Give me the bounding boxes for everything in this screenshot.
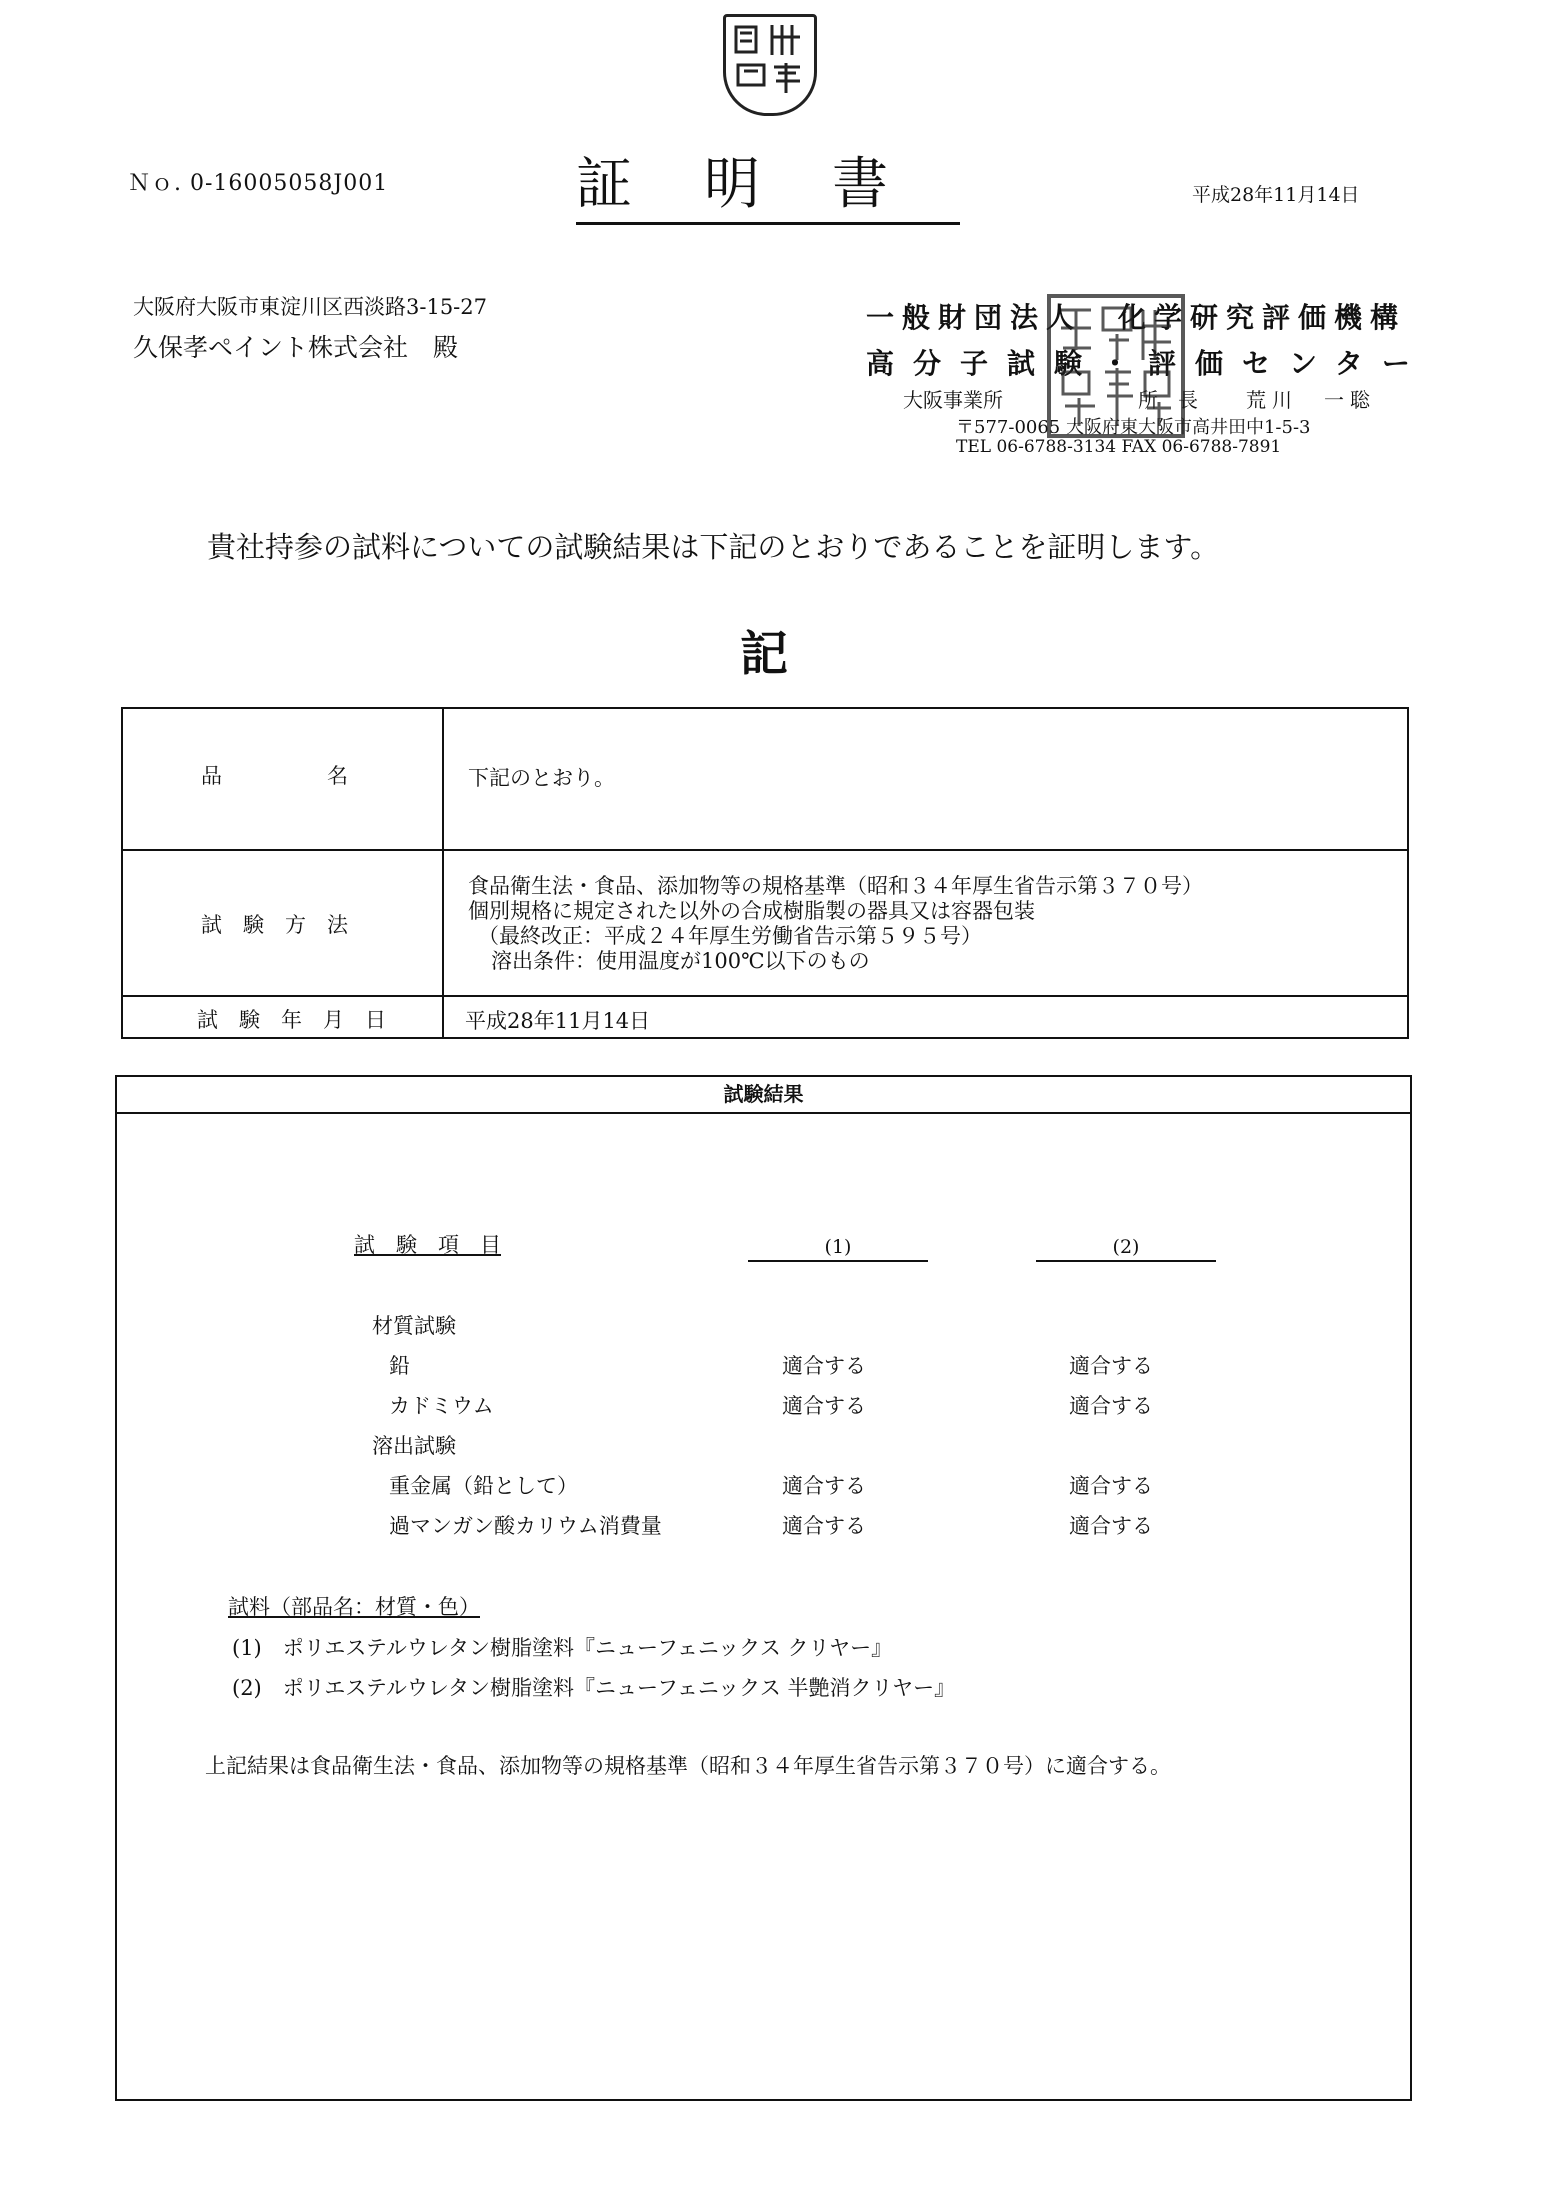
issuer-org-line2: 高分子試験・評価センター bbox=[866, 347, 1429, 380]
method-line: 食品衛生法・食品、添加物等の規格基準（昭和３４年厚生省告示第３７０号） bbox=[468, 874, 1203, 898]
result-col1: 適合する bbox=[782, 1474, 866, 1498]
top-seal-stamp bbox=[723, 14, 817, 116]
result-col1: 適合する bbox=[782, 1354, 866, 1378]
method-line: 溶出条件：使用温度が100℃以下のもの bbox=[491, 949, 870, 973]
product-label: 品 名 bbox=[201, 764, 348, 788]
issue-date: 平成28年11月14日 bbox=[1192, 184, 1360, 206]
sample-line: (1) ポリエステルウレタン樹脂塗料『ニューフェニックス クリヤー』 bbox=[232, 1636, 893, 1660]
method-row bbox=[123, 851, 1407, 997]
director-title: 所 長 bbox=[1138, 388, 1198, 412]
test-item-header: 試 験 項 目 bbox=[354, 1233, 501, 1257]
samples-title: 試料（部品名：材質・色） bbox=[228, 1595, 480, 1619]
certification-statement: 貴社持参の試料についての試験結果は下記のとおりであることを証明します。 bbox=[207, 530, 1220, 564]
document-title: 証明書 bbox=[576, 140, 960, 225]
conclusion-text: 上記結果は食品衛生法・食品、添加物等の規格基準（昭和３４年厚生省告示第３７０号）に適合する。 bbox=[205, 1754, 1171, 1778]
issuer-postal-address: 〒577-0065 大阪府東大阪市高井田中1-5-3 bbox=[956, 417, 1311, 438]
issuer-org-line1: 一般財団法人 化学研究評価機構 bbox=[866, 301, 1407, 334]
result-col1: 適合する bbox=[782, 1394, 866, 1418]
group-name-material: 材質試験 bbox=[372, 1314, 456, 1338]
test-date-row bbox=[123, 997, 1407, 1039]
result-col1: 適合する bbox=[782, 1514, 866, 1538]
product-row bbox=[123, 709, 1407, 851]
column-header-1: (1) bbox=[748, 1236, 928, 1262]
issuer-office: 大阪事業所 bbox=[903, 388, 1003, 412]
result-col2: 適合する bbox=[1069, 1474, 1153, 1498]
results-box bbox=[115, 1075, 1412, 2101]
column-header-2: (2) bbox=[1036, 1236, 1216, 1262]
test-date-label: 試 験 年 月 日 bbox=[197, 1008, 386, 1032]
ki-heading: 記 bbox=[740, 626, 789, 682]
test-item-name: 過マンガン酸カリウム消費量 bbox=[389, 1514, 662, 1538]
group-name-elution: 溶出試験 bbox=[372, 1434, 456, 1458]
sample-line: (2) ポリエステルウレタン樹脂塗料『ニューフェニックス 半艶消クリヤー』 bbox=[232, 1676, 956, 1700]
official-seal-stamp bbox=[1047, 294, 1185, 438]
result-col2: 適合する bbox=[1069, 1514, 1153, 1538]
product-value: 下記のとおり。 bbox=[468, 766, 615, 790]
recipient-address: 大阪府大阪市東淀川区西淡路3-15-27 bbox=[133, 295, 487, 319]
method-line: 個別規格に規定された以外の合成樹脂製の器具又は容器包装 bbox=[468, 899, 1035, 923]
results-heading: 試験結果 bbox=[117, 1077, 1410, 1114]
seal-glyph-icon bbox=[726, 17, 814, 113]
test-item-name: カドミウム bbox=[389, 1394, 494, 1418]
method-line: （最終改正：平成２４年厚生労働省告示第５９５号） bbox=[478, 924, 982, 948]
director-name: 荒川 一聡 bbox=[1246, 388, 1376, 412]
official-seal-glyph-icon bbox=[1051, 298, 1181, 434]
test-date-value: 平成28年11月14日 bbox=[465, 1009, 651, 1033]
recipient-name: 久保孝ペイント株式会社 殿 bbox=[133, 333, 459, 362]
result-col2: 適合する bbox=[1069, 1354, 1153, 1378]
info-table bbox=[121, 707, 1409, 1039]
method-label: 試 験 方 法 bbox=[201, 913, 348, 937]
document-number: Ｎｏ. 0-16005058J001 bbox=[128, 171, 389, 196]
test-item-name: 重金属（鉛として） bbox=[389, 1474, 578, 1498]
result-col2: 適合する bbox=[1069, 1394, 1153, 1418]
test-item-name: 鉛 bbox=[389, 1354, 410, 1378]
issuer-phone-fax: TEL 06-6788-3134 FAX 06-6788-7891 bbox=[956, 437, 1282, 457]
